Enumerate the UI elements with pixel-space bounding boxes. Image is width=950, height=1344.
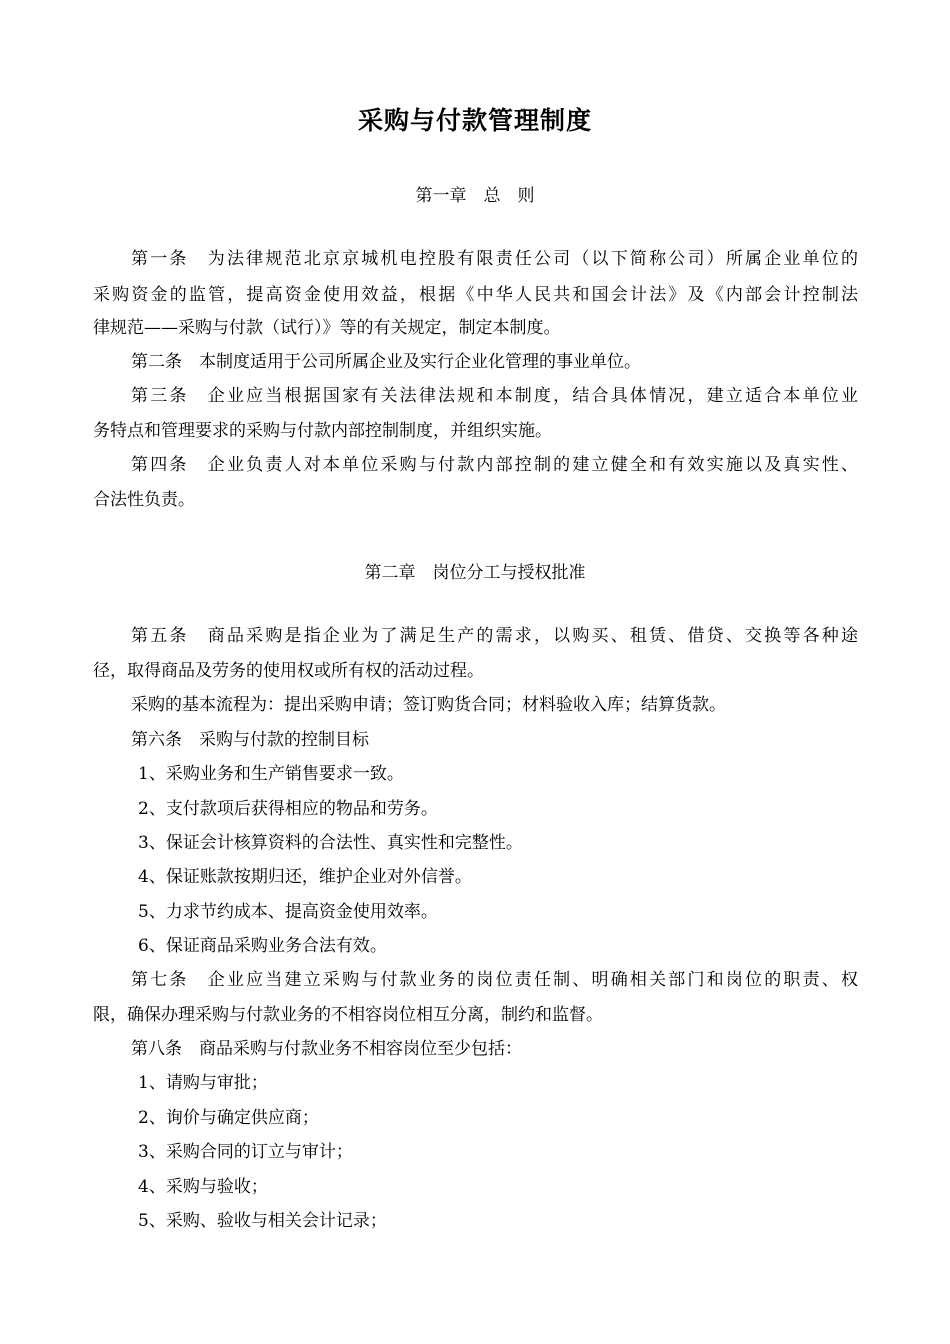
list-item: 1、请购与审批； (138, 1073, 268, 1093)
list-item: 4、采购与验收； (138, 1177, 268, 1197)
paragraph-line: 限，确保办理采购与付款业务的不相容岗位相互分离，制约和监督。 (93, 1005, 603, 1025)
list-item: 6、保证商品采购业务合法有效。 (138, 936, 387, 956)
paragraph-line: 第二条 本制度适用于公司所属企业及实行企业化管理的事业单位。 (131, 352, 641, 372)
paragraph-line: 第三条 企业应当根据国家有关法律法规和本制度，结合具体情况，建立适合本单位业 (131, 386, 858, 406)
list-item: 2、支付款项后获得相应的物品和劳务。 (138, 799, 438, 819)
list-item: 3、采购合同的订立与审计； (138, 1142, 353, 1162)
list-item: 5、力求节约成本、提高资金使用效率。 (138, 902, 438, 922)
list-item: 4、保证账款按期归还，维护企业对外信誉。 (138, 867, 472, 887)
paragraph-line: 采购资金的监管，提高资金使用效益，根据《中华人民共和国会计法》及《内部会计控制法 (93, 285, 858, 305)
paragraph-line: 采购的基本流程为：提出采购申请；签订购货合同；材料验收入库；结算货款。 (131, 695, 726, 715)
list-item: 5、采购、验收与相关会计记录； (138, 1211, 387, 1231)
paragraph-line: 合法性负责。 (93, 490, 195, 510)
paragraph-line: 律规范——采购与付款（试行）》等的有关规定，制定本制度。 (93, 318, 561, 338)
paragraph-line: 第四条 企业负责人对本单位采购与付款内部控制的建立健全和有效实施以及真实性、 (131, 455, 858, 475)
paragraph-line: 第八条 商品采购与付款业务不相容岗位至少包括： (131, 1039, 522, 1059)
list-item: 2、询价与确定供应商； (138, 1108, 319, 1128)
paragraph-line: 第一条 为法律规范北京京城机电控股有限责任公司（以下简称公司）所属企业单位的 (131, 249, 858, 269)
document-title: 采购与付款管理制度 (357, 106, 592, 135)
paragraph-line: 第七条 企业应当建立采购与付款业务的岗位责任制、明确相关部门和岗位的职责、权 (131, 970, 858, 990)
chapter-1-heading: 第一章 总 则 (415, 186, 535, 206)
paragraph-line: 径，取得商品及劳务的使用权或所有权的活动过程。 (93, 661, 484, 681)
list-item: 3、保证会计核算资料的合法性、真实性和完整性。 (138, 833, 523, 853)
chapter-2-heading: 第二章 岗位分工与授权批准 (364, 563, 586, 583)
paragraph-line: 第五条 商品采购是指企业为了满足生产的需求，以购买、租赁、借贷、交换等各种途 (131, 626, 858, 646)
paragraph-line: 第六条 采购与付款的控制目标 (131, 730, 369, 750)
paragraph-line: 务特点和管理要求的采购与付款内部控制制度，并组织实施。 (93, 421, 552, 441)
list-item: 1、采购业务和生产销售要求一致。 (138, 764, 404, 784)
